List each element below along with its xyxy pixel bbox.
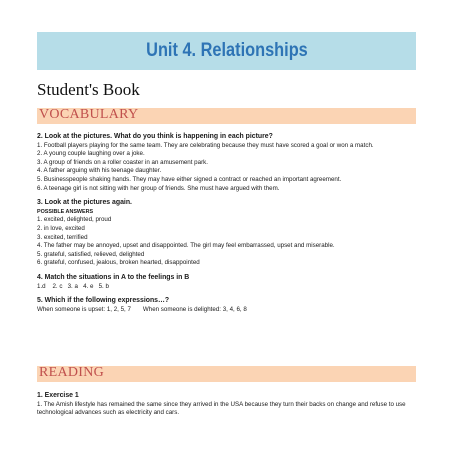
answer-line: 1. excited, delighted, proud	[37, 216, 112, 224]
answer-line: 2. in love, excited	[37, 224, 85, 232]
answer-line: 1. Football players playing for the same team. They are celebrating because they must have scored a goal or won a match.	[37, 141, 374, 149]
question-3: 3. Look at the pictures again.	[37, 199, 132, 207]
reading-answer: 1. The Amish lifestyle has remained the same since they arrived in the USA because they turn their backs on change and refuse to use technological advances such as electricity and cars.	[37, 400, 406, 417]
answer-line: 5. Businesspeople shaking hands. They may have either signed a contract or reached an important agreement.	[37, 175, 342, 183]
reading-content	[37, 392, 422, 418]
vocabulary-section-bar	[37, 108, 416, 124]
unit-title: Unit 4. Relationships	[145, 40, 308, 61]
delighted-answer: When someone is delighted: 3, 4, 6, 8	[142, 305, 247, 313]
reading-section-bar	[37, 366, 416, 382]
answer-line: 2. A young couple laughing over a joke.	[37, 150, 145, 158]
possible-answers-label: POSSIBLE ANSWERS	[37, 208, 94, 215]
answer-row	[37, 306, 422, 315]
answer-line: 3. A group of friends on a roller coaster in an amusement park.	[37, 158, 208, 166]
upset-answer: When someone is upset: 1, 2, 5, 7	[37, 305, 131, 313]
answer-line: 6. grateful, confused, jealous, broken hearted, disappointed	[37, 259, 200, 267]
unit-title-banner	[37, 32, 416, 70]
answer-line: 6. A teenage girl is not sitting with her group of friends. She must have argued with them.	[37, 184, 280, 192]
answer-line: 3. excited, terrified	[37, 233, 88, 241]
vocabulary-heading: VOCABULARY	[39, 107, 139, 122]
answer-line: 4. The father may be annoyed, upset and disappointed. The girl may feel embarrassed, upset and miserable.	[37, 242, 335, 250]
exercise-1: 1. Exercise 1	[37, 392, 79, 399]
question-5: 5. Which if the following expressions…?	[37, 297, 170, 305]
book-heading: Student's Book	[37, 80, 140, 99]
question-2: 2. Look at the pictures. What do you think is happening in each picture?	[37, 133, 273, 140]
vocabulary-content	[37, 133, 422, 314]
question-4: 4. Match the situations in A to the feelings in B	[37, 273, 190, 281]
reading-heading: READING	[39, 365, 105, 380]
answer-line: 4. A father arguing with his teenage daughter.	[37, 167, 162, 175]
answer-line: 5. grateful, satisfied, relieved, delighted	[37, 250, 145, 258]
answer-line: 1.d 2. c 3. a 4. e 5. b	[37, 282, 109, 290]
